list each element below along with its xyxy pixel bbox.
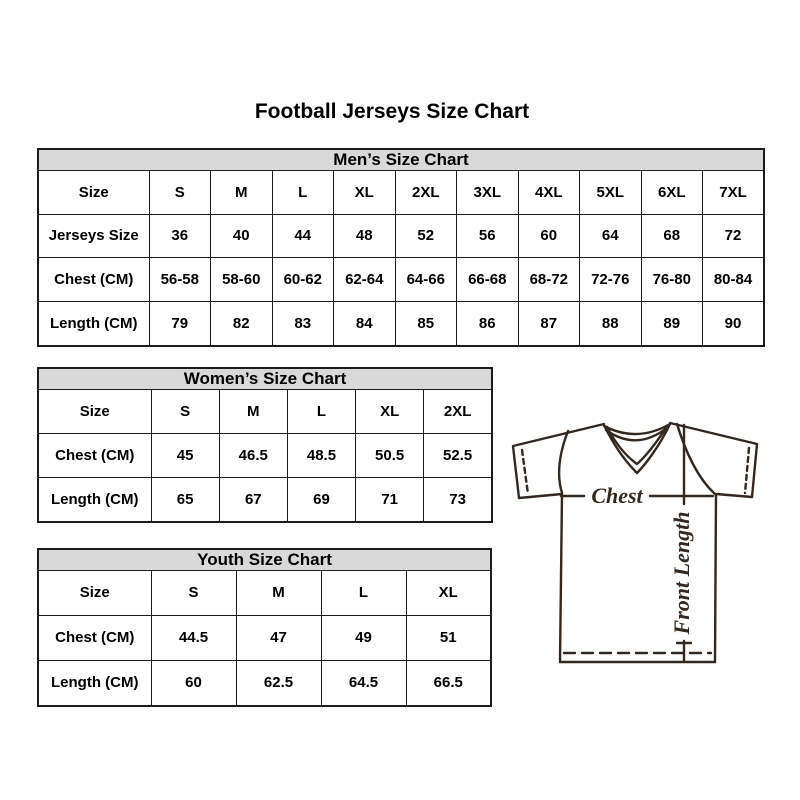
youth-size-table	[37, 548, 492, 707]
data-cell: 56-58	[149, 258, 211, 302]
column-header-cell: 4XL	[518, 171, 580, 215]
column-header-cell: 2XL	[424, 390, 492, 434]
data-cell: 50.5	[356, 433, 424, 477]
data-cell: 90	[703, 301, 765, 346]
column-header-cell: XL	[334, 171, 396, 215]
column-header-cell: M	[219, 390, 287, 434]
table-row	[38, 301, 764, 346]
column-header-row	[38, 390, 492, 434]
column-header-cell: XL	[406, 571, 491, 616]
data-cell: 48	[334, 214, 396, 258]
column-header-row	[38, 571, 491, 616]
front-length-label: Front Length	[669, 511, 695, 635]
data-cell: 68-72	[518, 258, 580, 302]
column-header-row	[38, 171, 764, 215]
page-title: Football Jerseys Size Chart	[254, 100, 530, 123]
column-header-cell: S	[151, 571, 236, 616]
data-cell: 68	[641, 214, 703, 258]
row-label-cell: Length (CM)	[38, 477, 151, 522]
column-header-cell: M	[236, 571, 321, 616]
table-row	[38, 660, 491, 706]
womens-table-title: Women’s Size Chart	[38, 368, 492, 390]
row-label-cell: Jerseys Size	[38, 214, 149, 258]
column-header-cell: XL	[356, 390, 424, 434]
womens-size-table	[37, 367, 493, 523]
data-cell: 73	[424, 477, 492, 522]
youth-table-title: Youth Size Chart	[38, 549, 491, 571]
data-cell: 45	[151, 433, 219, 477]
column-header-cell: L	[287, 390, 355, 434]
data-cell: 56	[457, 214, 519, 258]
data-cell: 71	[356, 477, 424, 522]
data-cell: 87	[518, 301, 580, 346]
column-header-cell: Size	[38, 571, 151, 616]
table-banner-row	[38, 149, 764, 171]
data-cell: 62.5	[236, 660, 321, 706]
data-cell: 64	[580, 214, 642, 258]
data-cell: 66-68	[457, 258, 519, 302]
column-header-cell: Size	[38, 171, 149, 215]
data-cell: 64-66	[395, 258, 457, 302]
data-cell: 67	[219, 477, 287, 522]
data-cell: 66.5	[406, 660, 491, 706]
data-cell: 49	[321, 615, 406, 660]
row-label-cell: Length (CM)	[38, 660, 151, 706]
jersey-body-outline	[513, 423, 757, 662]
data-cell: 76-80	[641, 258, 703, 302]
data-cell: 88	[580, 301, 642, 346]
row-label-cell: Chest (CM)	[38, 615, 151, 660]
data-cell: 60	[151, 660, 236, 706]
data-cell: 86	[457, 301, 519, 346]
data-cell: 80-84	[703, 258, 765, 302]
column-header-cell: L	[321, 571, 406, 616]
data-cell: 72-76	[580, 258, 642, 302]
data-cell: 69	[287, 477, 355, 522]
column-header-cell: S	[149, 171, 211, 215]
table-row	[38, 258, 764, 302]
column-header-cell: Size	[38, 390, 151, 434]
table-row	[38, 615, 491, 660]
data-cell: 89	[641, 301, 703, 346]
data-cell: 44.5	[151, 615, 236, 660]
data-cell: 84	[334, 301, 396, 346]
column-header-cell: M	[211, 171, 273, 215]
data-cell: 72	[703, 214, 765, 258]
chest-label: Chest	[591, 483, 643, 508]
column-header-cell: 2XL	[395, 171, 457, 215]
jersey-measurement-diagram	[500, 400, 780, 670]
mens-size-table	[37, 148, 765, 347]
column-header-cell: S	[151, 390, 219, 434]
jersey-outline-group	[513, 423, 757, 662]
row-label-cell: Chest (CM)	[38, 258, 149, 302]
data-cell: 58-60	[211, 258, 273, 302]
row-label-cell: Chest (CM)	[38, 433, 151, 477]
data-cell: 40	[211, 214, 273, 258]
table-row	[38, 433, 492, 477]
data-cell: 48.5	[287, 433, 355, 477]
data-cell: 62-64	[334, 258, 396, 302]
data-cell: 60	[518, 214, 580, 258]
data-cell: 52	[395, 214, 457, 258]
data-cell: 44	[272, 214, 334, 258]
data-cell: 64.5	[321, 660, 406, 706]
table-row	[38, 214, 764, 258]
table-row	[38, 477, 492, 522]
data-cell: 82	[211, 301, 273, 346]
data-cell: 85	[395, 301, 457, 346]
table-banner-row	[38, 549, 491, 571]
column-header-cell: 3XL	[457, 171, 519, 215]
data-cell: 36	[149, 214, 211, 258]
data-cell: 46.5	[219, 433, 287, 477]
data-cell: 83	[272, 301, 334, 346]
data-cell: 47	[236, 615, 321, 660]
table-banner-row	[38, 368, 492, 390]
data-cell: 52.5	[424, 433, 492, 477]
column-header-cell: 7XL	[703, 171, 765, 215]
column-header-cell: 6XL	[641, 171, 703, 215]
row-label-cell: Length (CM)	[38, 301, 149, 346]
data-cell: 79	[149, 301, 211, 346]
column-header-cell: 5XL	[580, 171, 642, 215]
data-cell: 51	[406, 615, 491, 660]
column-header-cell: L	[272, 171, 334, 215]
mens-table-title: Men’s Size Chart	[38, 149, 764, 171]
data-cell: 60-62	[272, 258, 334, 302]
data-cell: 65	[151, 477, 219, 522]
